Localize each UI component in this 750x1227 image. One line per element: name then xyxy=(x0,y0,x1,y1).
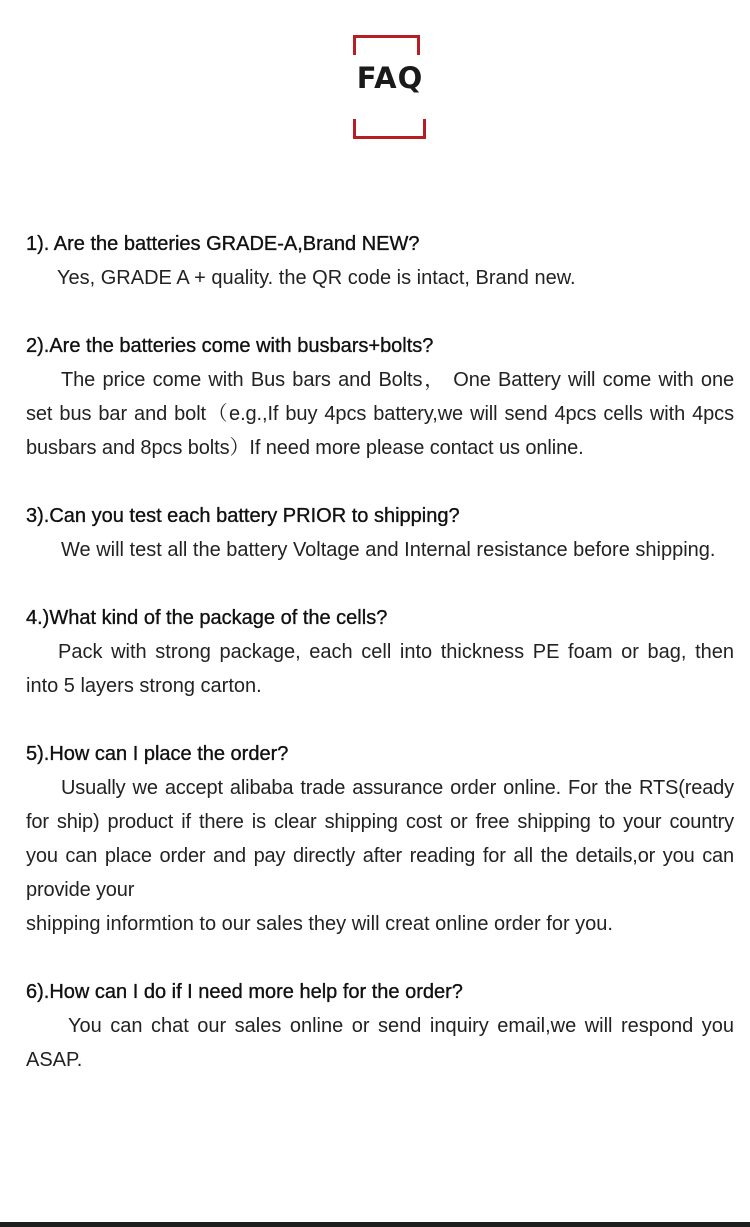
faq-answer-6: You can chat our sales online or send inquiry email,we will respond you ASAP. xyxy=(26,1015,734,1071)
faq-list xyxy=(26,227,734,1111)
faq-answer-5: Usually we accept alibaba trade assurance order online. For the RTS(ready for ship) product if there is clear shipping cost or free shipping to your country you can place order and pay directly after reading for all the details,or you can provide your xyxy=(26,777,734,901)
faq-header xyxy=(0,0,750,160)
bottom-divider xyxy=(0,1222,750,1227)
faq-item-6 xyxy=(26,975,734,1077)
faq-question-3: 3).Can you test each battery PRIOR to shipping? xyxy=(26,505,460,527)
faq-item-1 xyxy=(26,227,734,295)
bracket-bottom-decoration xyxy=(353,119,426,139)
faq-question-4: 4.)What kind of the package of the cells? xyxy=(26,607,388,629)
faq-answer-1: Yes, GRADE A + quality. the QR code is intact, Brand new. xyxy=(57,267,576,289)
faq-question-2: 2).Are the batteries come with busbars+bolts? xyxy=(26,335,434,357)
faq-question-6: 6).How can I do if I need more help for the order? xyxy=(26,981,463,1003)
faq-item-3 xyxy=(26,499,734,567)
faq-answer-4: Pack with strong package, each cell into thickness PE foam or bag, then into 5 layers strong carton. xyxy=(26,641,734,697)
bracket-top-decoration xyxy=(353,35,420,55)
faq-answer-3: We will test all the battery Voltage and Internal resistance before shipping. xyxy=(61,539,716,561)
page-title: FAQ xyxy=(356,61,424,95)
faq-answer-2: The price come with Bus bars and Bolts， One Battery will come with one set bus bar and bolt（e.g.,If buy 4pcs battery,we will send 4pcs cells with 4pcs busbars and 8pcs bolts）If need more please contact us online. xyxy=(26,369,734,459)
faq-item-2 xyxy=(26,329,734,465)
faq-question-1: 1). Are the batteries GRADE-A,Brand NEW? xyxy=(26,233,420,255)
faq-question-5: 5).How can I place the order? xyxy=(26,743,289,765)
faq-item-4 xyxy=(26,601,734,703)
faq-item-5 xyxy=(26,737,734,941)
faq-answer-5-continued: shipping informtion to our sales they will creat online order for you. xyxy=(26,913,613,935)
